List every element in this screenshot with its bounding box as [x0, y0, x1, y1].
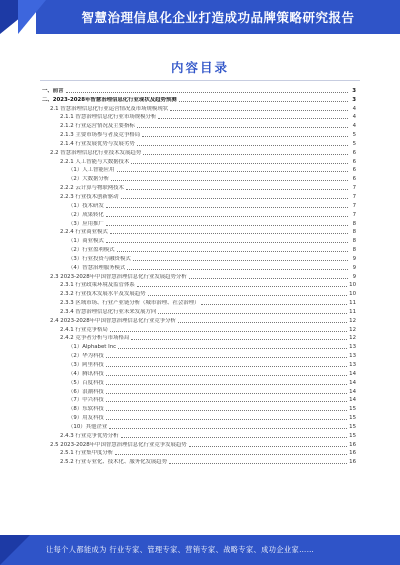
toc-entry-page: 13 [349, 362, 356, 368]
toc-leader-dots [106, 401, 347, 402]
toc-entry-label: （8）东软科技 [68, 406, 104, 413]
toc-entry-label: 2.4.3 行业竞争优势分析 [60, 432, 119, 439]
toc-entry-label: 2.1.3 主要市场参与者及竞争格局 [60, 132, 141, 139]
page-title: 内容目录 [170, 60, 229, 75]
toc-leader-dots [106, 225, 348, 226]
toc-entry-page: 12 [349, 335, 356, 342]
toc-entry-label: （2）华为科技 [68, 353, 104, 360]
toc-entry[interactable] [40, 289, 356, 298]
toc-leader-dots [179, 101, 348, 102]
toc-entry[interactable] [40, 183, 356, 192]
toc-entry-label: （6）浪潮科技 [68, 388, 104, 395]
toc-entry[interactable] [40, 396, 356, 405]
toc-entry-page: 3 [352, 87, 356, 94]
toc-leader-dots [109, 428, 347, 429]
toc-entry-page: 14 [349, 379, 356, 386]
toc-leader-dots [106, 393, 347, 394]
toc-entry[interactable] [40, 325, 356, 334]
title-divider [40, 80, 360, 81]
toc-leader-dots [142, 136, 348, 137]
toc-entry[interactable] [40, 272, 356, 281]
toc-entry-page: 6 [352, 149, 356, 156]
report-title: 智慧治理信息化企业打造成功品牌策略研究报告 [81, 10, 355, 25]
toc-leader-dots [126, 189, 348, 190]
toc-entry-page: 6 [352, 158, 356, 165]
toc-entry-label: （9）用友科技 [68, 415, 104, 422]
toc-entry-label: 2.1 智慧治理信息化行业运营情况及市场规模现状 [50, 105, 169, 112]
toc-entry-label: 2.4.1 行业竞争格局 [60, 326, 108, 333]
toc-entry-page: 14 [349, 370, 356, 377]
toc-entry[interactable] [40, 378, 356, 387]
toc-entry-page: 7 [352, 211, 356, 218]
toc-leader-dots [118, 348, 347, 349]
toc-entry-label: （3）阿里科技 [68, 362, 104, 368]
toc-entry[interactable] [40, 263, 356, 272]
toc-entry-label: 2.2.1 人工智能与大数据技术 [60, 158, 130, 165]
toc-leader-dots [137, 127, 348, 128]
toc-entry-page: 9 [352, 264, 356, 271]
toc-leader-dots [127, 269, 348, 270]
toc-entry[interactable] [40, 413, 356, 422]
toc-entry-page: 13 [349, 353, 356, 360]
toc-entry-label: 2.5.2 行业专业化、技术化、服务化发展趋势 [60, 459, 168, 466]
toc-entry-page: 11 [349, 300, 356, 307]
toc-entry[interactable] [40, 113, 356, 122]
toc-leader-dots [106, 207, 348, 208]
toc-entry[interactable] [40, 387, 356, 396]
toc-entry-page: 15 [349, 432, 356, 439]
toc-leader-dots [131, 339, 347, 340]
toc-entry-page: 6 [352, 167, 356, 174]
header-bar [0, 0, 400, 38]
toc-leader-dots [133, 260, 348, 261]
toc-entry-label: 2.3 2023-2028年中国智慧治理信息化行业发展趋势分析 [50, 273, 187, 280]
toc-entry-page: 7 [352, 193, 356, 200]
toc-entry[interactable] [40, 104, 356, 113]
toc-entry-page: 10 [349, 291, 356, 298]
toc-entry[interactable] [40, 431, 356, 440]
toc-entry[interactable] [40, 166, 356, 175]
toc-entry[interactable] [40, 157, 356, 166]
toc-entry[interactable] [40, 316, 356, 325]
footer-accent [0, 535, 30, 565]
toc-entry-label: （1）商业模式 [68, 238, 104, 245]
toc-entry-label: （1）Alphabet Inc [68, 344, 117, 351]
toc-entry-label: （2）行业盈利模式 [68, 247, 115, 254]
toc-entry-label: （1）人工智能应用 [68, 167, 115, 174]
toc-leader-dots [121, 437, 348, 438]
toc-entry-page: 5 [352, 140, 356, 147]
toc-entry-page: 8 [352, 247, 356, 254]
toc-entry[interactable] [40, 228, 356, 237]
toc-entry-label: 2.3.2 行业技术发展水平及发展趋势 [60, 291, 146, 298]
toc-leader-dots [115, 454, 347, 455]
toc-entry-page: 9 [352, 273, 356, 280]
toc-entry-label: （7）中兴科技 [68, 397, 104, 404]
toc-entry-label: （3）应用推广 [68, 220, 104, 227]
toc-leader-dots [158, 313, 347, 314]
toc-entry-label: 2.2.3 行业技术创新驱动 [60, 193, 119, 200]
toc-entry-page: 8 [352, 220, 356, 227]
footer-slogan: 让每个人都能成为 行业专家、管理专家、营销专家、战略专家、成功企业家…… [46, 545, 315, 554]
toc-entry-label: 2.5 2023-2028年中国智慧治理信息化行业竞争发展趋势 [50, 441, 187, 448]
toc-entry[interactable] [40, 307, 356, 316]
toc-leader-dots [117, 171, 348, 172]
toc-entry[interactable] [40, 351, 356, 360]
toc-leader-dots [131, 163, 348, 164]
toc-entry[interactable] [40, 174, 356, 183]
toc-entry[interactable] [40, 130, 356, 139]
toc-entry-page: 16 [349, 450, 356, 457]
toc-entry-label: （2）成果转化 [68, 211, 104, 218]
toc-leader-dots [106, 366, 347, 367]
toc-entry-page: 4 [352, 123, 356, 130]
toc-entry-label: 2.3.4 智慧治理信息化行业未来发展方向 [60, 308, 157, 315]
toc-entry-label: 2.2.2 云计算与物联网技术 [60, 185, 124, 192]
toc-entry-label: 2.3.1 行业政策环境及监管体系 [60, 282, 135, 289]
toc-leader-dots [106, 419, 347, 420]
toc-entry-page: 14 [349, 388, 356, 395]
toc-entry-page: 4 [352, 114, 356, 121]
toc-leader-dots [106, 357, 347, 358]
toc-entry[interactable] [40, 457, 356, 466]
toc-leader-dots [106, 216, 348, 217]
toc-leader-dots [137, 145, 348, 146]
toc-entry-label: （4）智慧治理服务模式 [68, 264, 126, 271]
toc-entry-page: 13 [349, 344, 356, 351]
toc-entry[interactable] [40, 422, 356, 431]
toc-entry[interactable] [40, 148, 356, 157]
toc-entry-label: （10）其他企业 [68, 423, 108, 430]
toc-entry-page: 8 [352, 238, 356, 245]
toc-leader-dots [201, 304, 347, 305]
toc-entry[interactable] [40, 369, 356, 378]
toc-leader-dots [189, 446, 347, 447]
toc-entry[interactable] [40, 281, 356, 290]
toc-entry-label: （5）百度科技 [68, 379, 104, 386]
toc-entry[interactable] [40, 121, 356, 130]
toc-leader-dots [178, 322, 347, 323]
toc-entry-label: 二、2023-2028年智慧治理信息化行业现状及趋势预测 [42, 96, 177, 103]
toc-entry[interactable] [40, 334, 356, 343]
toc-entry[interactable] [40, 95, 356, 104]
toc-entry-label: 2.1.4 行业发展优势与发展劣势 [60, 140, 135, 147]
toc-leader-dots [169, 463, 347, 464]
toc-entry[interactable] [40, 342, 356, 351]
toc-entry-label: 2.4 2023-2028年中国智慧治理信息化行业竞争分析 [50, 317, 176, 324]
toc-leader-dots [121, 198, 348, 199]
toc-entry[interactable] [40, 440, 356, 449]
toc-entry[interactable] [40, 86, 356, 95]
toc-entry-page: 14 [349, 397, 356, 404]
toc-leader-dots [111, 180, 348, 181]
toc-entry-label: （2）大数据分析 [68, 176, 110, 183]
toc-entry-label: 2.2 智慧治理信息化行业技术发展趋势 [50, 149, 142, 156]
toc-entry-label: 2.2.4 行业商业模式 [60, 229, 108, 236]
toc-entry-page: 11 [349, 308, 356, 315]
toc-entry-label: （4）腾讯科技 [68, 370, 104, 377]
toc-leader-dots [189, 278, 348, 279]
toc-leader-dots [170, 110, 348, 111]
toc-entry-page: 12 [349, 317, 356, 324]
toc-entry[interactable] [40, 360, 356, 369]
toc-leader-dots [110, 233, 348, 234]
toc-entry-page: 6 [352, 176, 356, 183]
toc-entry[interactable] [40, 210, 356, 219]
toc-leader-dots [106, 242, 348, 243]
toc-entry-label: 2.4.2 竞争者分析与市场格局 [60, 335, 130, 342]
toc-entry-label: 一、前言 [42, 87, 64, 94]
toc-entry-page: 15 [349, 406, 356, 413]
toc-entry-page: 16 [349, 459, 356, 466]
toc-leader-dots [158, 118, 348, 119]
toc-entry[interactable] [40, 219, 356, 228]
toc-entry-label: （1）技术研发 [68, 202, 104, 209]
toc-leader-dots [148, 295, 348, 296]
toc-entry[interactable] [40, 245, 356, 254]
toc-entry-page: 7 [352, 185, 356, 192]
toc-leader-dots [106, 410, 347, 411]
toc-entry[interactable] [40, 298, 356, 307]
toc-entry[interactable] [40, 449, 356, 458]
footer-bar [0, 535, 400, 565]
toc-entry-page: 8 [352, 229, 356, 236]
toc-entry-page: 4 [352, 105, 356, 112]
toc-entry[interactable] [40, 192, 356, 201]
toc-leader-dots [143, 154, 348, 155]
toc-entry-label: 2.3.3 区域市场、行业产业链分析（城市治理、社会治理） [60, 300, 200, 307]
toc-entry[interactable] [40, 254, 356, 263]
toc-entry-page: 5 [352, 132, 356, 139]
toc-leader-dots [110, 331, 347, 332]
toc-leader-dots [117, 251, 348, 252]
toc-leader-dots [137, 286, 347, 287]
toc-entry-page: 10 [349, 282, 356, 289]
toc-entry[interactable] [40, 236, 356, 245]
toc-entry-label: （3）行业投资与融资模式 [68, 255, 131, 262]
table-of-contents [40, 86, 356, 466]
toc-entry-page: 15 [349, 415, 356, 422]
toc-entry-label: 2.5.1 行业集中度分析 [60, 450, 114, 457]
toc-leader-dots [106, 384, 347, 385]
toc-entry-page: 15 [349, 423, 356, 430]
toc-entry-page: 12 [349, 326, 356, 333]
toc-entry-page: 16 [349, 441, 356, 448]
toc-entry[interactable] [40, 201, 356, 210]
toc-entry-label: 2.1.1 智慧治理信息化行业市场规模分析 [60, 114, 157, 121]
toc-entry-page: 9 [352, 255, 356, 262]
toc-entry-label: 2.1.2 行业运营情况及主要指标 [60, 123, 135, 130]
toc-leader-dots [106, 375, 347, 376]
toc-entry[interactable] [40, 139, 356, 148]
toc-entry-page: 7 [352, 202, 356, 209]
toc-entry[interactable] [40, 404, 356, 413]
toc-leader-dots [66, 92, 348, 93]
toc-entry-page: 3 [352, 96, 356, 103]
